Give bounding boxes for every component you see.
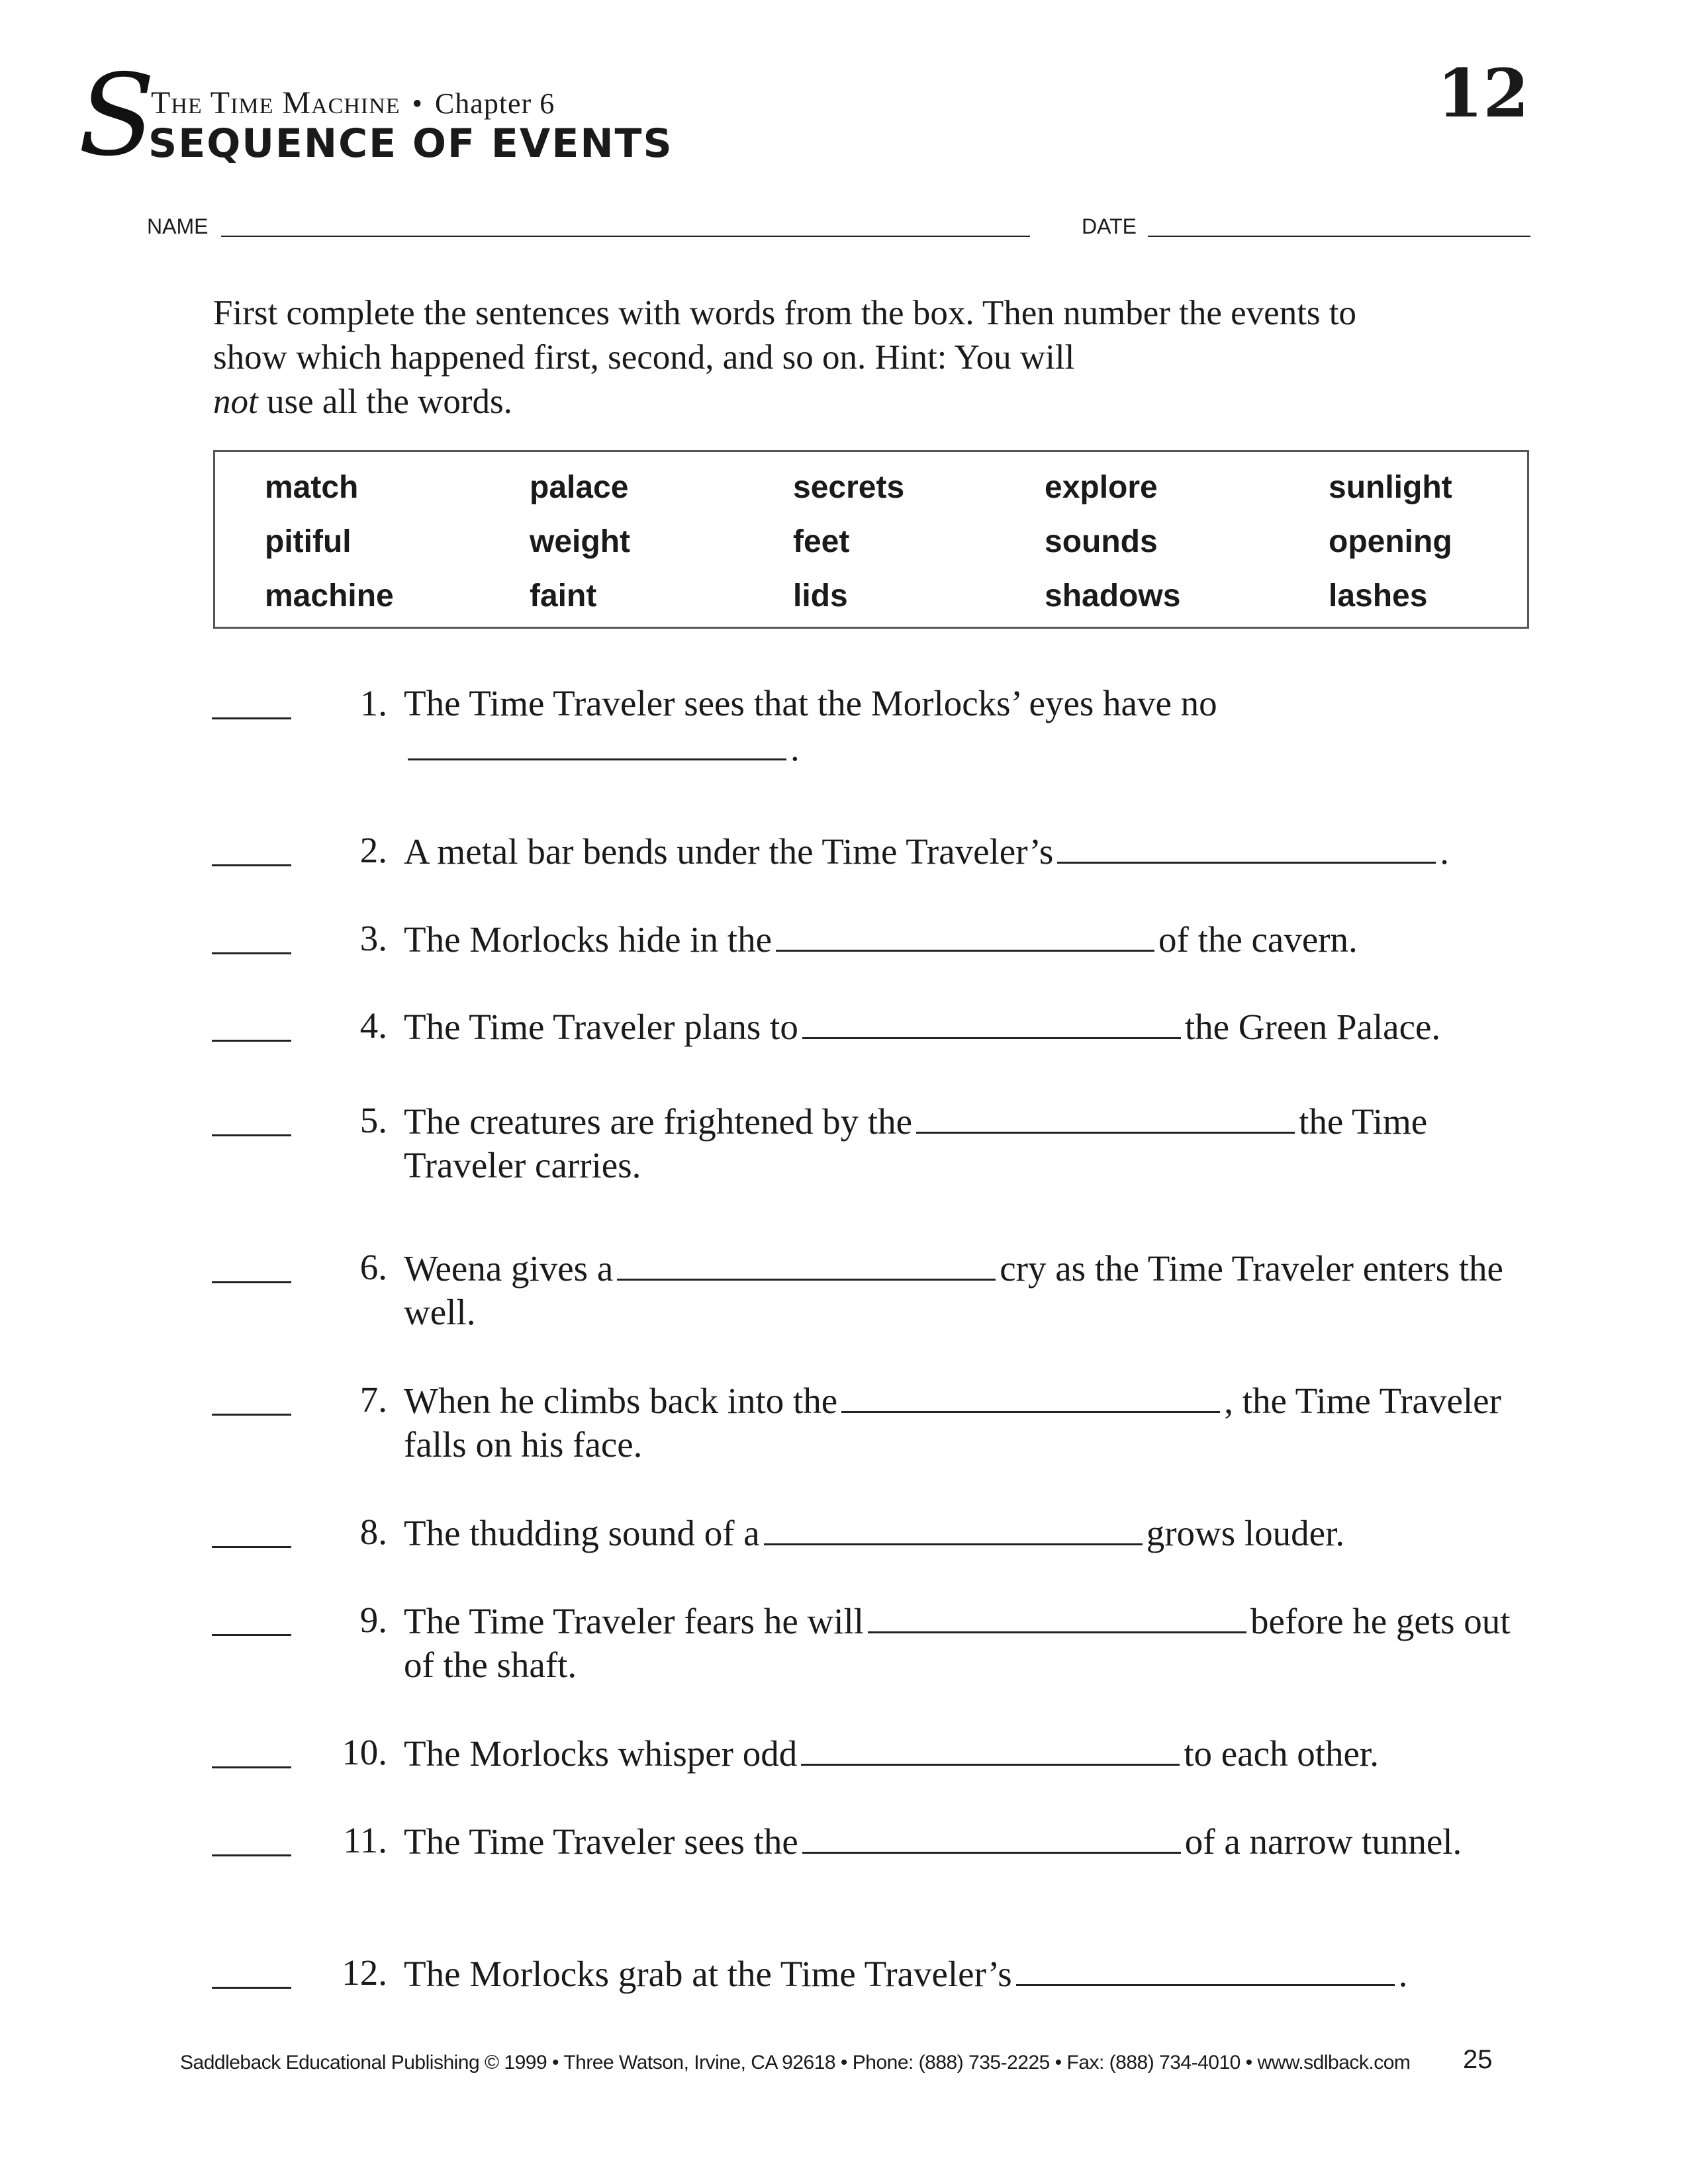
word-box-word: sunlight <box>1329 470 1452 505</box>
word-box-word: weight <box>530 524 630 559</box>
item-sentence <box>404 1951 1542 1996</box>
order-number-blank[interactable] <box>212 1546 291 1548</box>
answer-blank[interactable] <box>841 1378 1220 1413</box>
sentence-before: The creatures are frightened by the <box>404 1101 913 1142</box>
word-box-word: shadows <box>1045 578 1181 614</box>
sentence-after: . <box>1440 831 1449 872</box>
sentence-after: of a narrow tunnel. <box>1184 1821 1462 1862</box>
instructions-part1: First complete the sentences with words from the box. Then number the events to show which happened first, second, and so on. Hint: You will <box>213 294 1357 377</box>
separator-dot: • <box>412 87 423 120</box>
sentence-before: A metal bar bends under the Time Traveler’s <box>404 831 1054 872</box>
order-number-blank[interactable] <box>212 1634 291 1636</box>
item-number: 5. <box>359 1100 387 1140</box>
answer-blank[interactable] <box>916 1099 1295 1134</box>
word-box-word: secrets <box>793 470 905 505</box>
order-number-blank[interactable] <box>212 1414 291 1416</box>
word-box-word: lashes <box>1329 578 1428 614</box>
sentence-before: The Time Traveler fears he will <box>404 1601 865 1641</box>
order-number-blank[interactable] <box>212 1040 291 1042</box>
item-number: 2. <box>359 830 387 870</box>
book-title: The Time Machine <box>151 85 400 120</box>
word-box-word: explore <box>1045 470 1158 505</box>
order-number-blank[interactable] <box>212 952 291 954</box>
answer-blank[interactable] <box>802 1819 1181 1854</box>
item-number: 8. <box>359 1512 387 1552</box>
instructions-emphasis: not <box>213 383 258 421</box>
sentence-before: The Time Traveler sees that the Morlocks’ eyes have no <box>404 683 1217 723</box>
name-date-row <box>147 210 1530 241</box>
word-box-word: opening <box>1329 524 1452 559</box>
publisher-footer: Saddleback Educational Publishing © 1999 • Three Watson, Irvine, CA 92618 • Phone: (888) 735-2225 • Fax: (888) 734-4010 • www.sdlback.com <box>180 2052 1411 2073</box>
sentence-after: cry as the Time Traveler enters the well. <box>404 1248 1503 1332</box>
word-box-word: sounds <box>1045 524 1158 559</box>
answer-blank[interactable] <box>764 1510 1143 1545</box>
page-number: 25 <box>1463 2045 1493 2074</box>
sentence-before: The thudding sound of a <box>404 1513 760 1553</box>
instructions-part2: use all the words. <box>266 383 512 421</box>
sentence-after: the Time Traveler carries. <box>404 1101 1428 1185</box>
word-box <box>213 450 1529 629</box>
item-sentence <box>404 1598 1542 1687</box>
publisher-logo <box>78 66 158 172</box>
item-sentence <box>404 1246 1542 1334</box>
item-sentence <box>404 1819 1542 1864</box>
item-number: 9. <box>359 1600 387 1640</box>
answer-blank[interactable] <box>1016 1951 1395 1986</box>
sentence-before: Weena gives a <box>404 1248 614 1289</box>
sentence-before: The Morlocks grab at the Time Traveler’s <box>404 1954 1012 1994</box>
word-box-word: feet <box>793 524 850 559</box>
word-box-word: pitiful <box>265 524 352 559</box>
answer-blank[interactable] <box>868 1598 1246 1633</box>
order-number-blank[interactable] <box>212 1134 291 1136</box>
answer-blank[interactable] <box>408 725 786 760</box>
item-sentence <box>404 1099 1542 1187</box>
item-number: 11. <box>343 1820 387 1860</box>
sheet-title: SEQUENCE OF EVENTS <box>148 120 673 167</box>
word-box-word: faint <box>530 578 597 614</box>
item-number: 7. <box>359 1379 387 1420</box>
word-box-word: palace <box>530 470 629 505</box>
answer-blank[interactable] <box>776 917 1154 952</box>
sentence-before: The Morlocks hide in the <box>404 919 772 960</box>
item-sentence <box>404 829 1542 874</box>
item-number: 4. <box>359 1005 387 1046</box>
sentence-after: , the Time Traveler falls on his face. <box>404 1381 1501 1465</box>
order-number-blank[interactable] <box>212 864 291 866</box>
name-field[interactable] <box>221 236 1030 237</box>
name-label: NAME <box>147 214 209 238</box>
item-number: 12. <box>342 1952 387 1993</box>
order-number-blank[interactable] <box>212 1766 291 1768</box>
instructions <box>213 291 1438 424</box>
order-number-blank[interactable] <box>212 1281 291 1283</box>
item-number: 1. <box>359 683 387 723</box>
sentence-after: before he gets out of the shaft. <box>404 1601 1511 1685</box>
answer-blank[interactable] <box>802 1004 1181 1039</box>
sentence-before: The Time Traveler sees the <box>404 1821 798 1862</box>
sentence-after: grows louder. <box>1146 1513 1345 1553</box>
sentence-before: When he climbs back into the <box>404 1381 838 1421</box>
answer-blank[interactable] <box>801 1731 1180 1766</box>
item-sentence <box>404 1510 1542 1555</box>
item-sentence <box>404 917 1542 962</box>
sheet-number: 12 <box>1436 54 1529 132</box>
sentence-after: the Green Palace. <box>1184 1007 1441 1047</box>
order-number-blank[interactable] <box>212 717 291 719</box>
date-field[interactable] <box>1148 236 1530 237</box>
word-box-word: lids <box>793 578 848 614</box>
chapter-label: Chapter 6 <box>434 87 555 120</box>
sentence-after: . <box>790 728 800 768</box>
sentence-after: of the cavern. <box>1158 919 1358 960</box>
item-sentence <box>404 1378 1542 1467</box>
item-sentence <box>404 682 1542 770</box>
answer-blank[interactable] <box>617 1246 996 1281</box>
item-sentence <box>404 1731 1542 1776</box>
order-number-blank[interactable] <box>212 1987 291 1989</box>
logo-glyph: S <box>78 66 156 172</box>
item-number: 6. <box>359 1247 387 1287</box>
word-box-word: match <box>265 470 359 505</box>
word-box-word: machine <box>265 578 394 614</box>
date-label: DATE <box>1082 214 1137 238</box>
sentence-after: . <box>1398 1954 1408 1994</box>
sentence-before: The Time Traveler plans to <box>404 1007 798 1047</box>
item-number: 10. <box>342 1732 387 1772</box>
item-number: 3. <box>359 918 387 958</box>
sentence-before: The Morlocks whisper odd <box>404 1733 798 1774</box>
answer-blank[interactable] <box>1057 829 1436 864</box>
order-number-blank[interactable] <box>212 1854 291 1856</box>
sentence-after: to each other. <box>1184 1733 1379 1774</box>
item-sentence <box>404 1004 1542 1049</box>
book-chapter-line <box>151 85 555 121</box>
